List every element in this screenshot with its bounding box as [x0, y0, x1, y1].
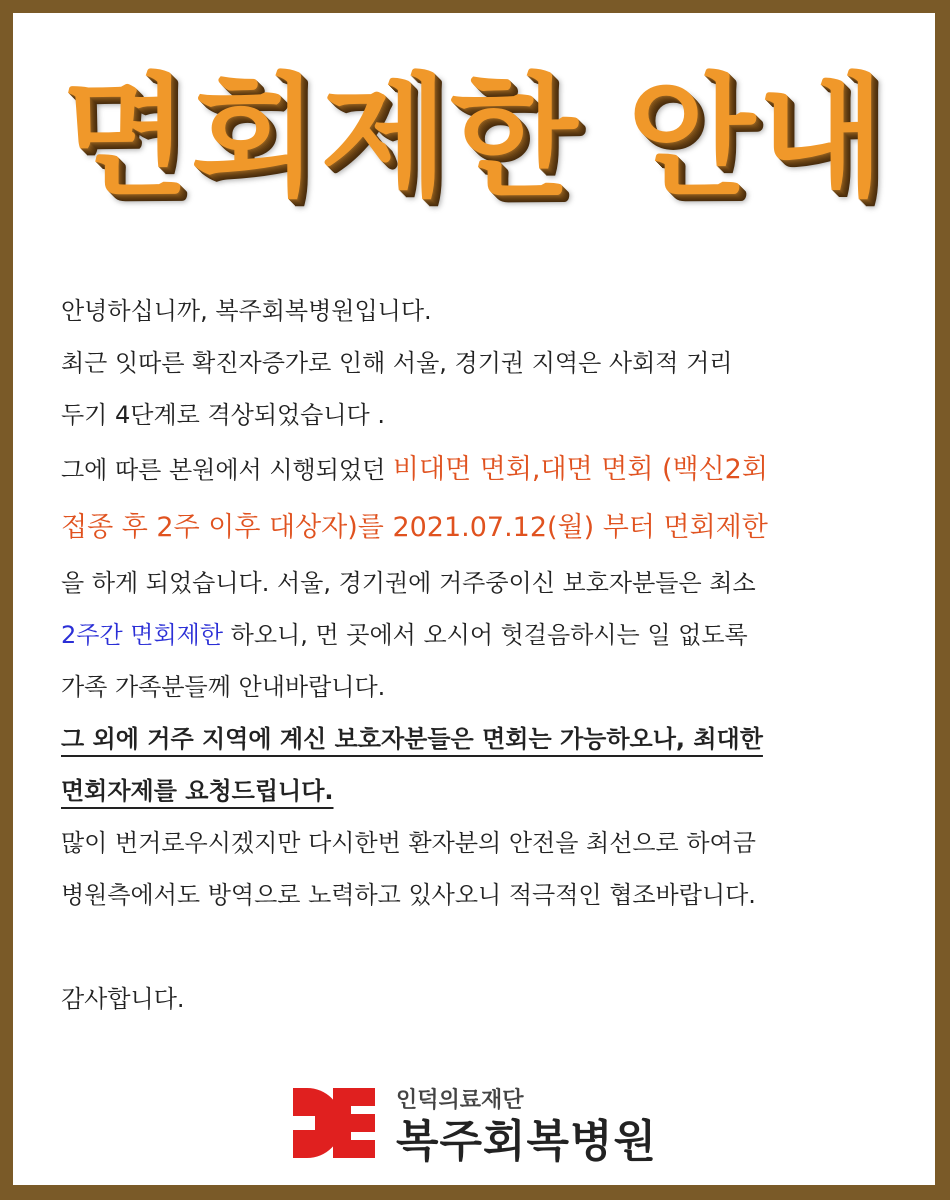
- visit-restriction-highlight: 비대면 면회,대면 면회 (백신2회: [392, 454, 768, 485]
- spacer: [61, 921, 921, 973]
- notice-line-10: [61, 765, 921, 817]
- notice-line-2: 최근 잇따른 확진자증가로 인해 서울, 경기권 지역은 사회적 거리: [61, 349, 733, 377]
- notice-line-4: [61, 441, 921, 499]
- notice-line-7-text: 하오니, 먼 곳에서 오시어 헛걸음하시는 일 없도록: [223, 621, 748, 649]
- notice-paper: [13, 13, 935, 1185]
- restriction-date-highlight: 접종 후 2주 이후 대상자)를 2021.07.12(월) 부터 면회제한: [61, 512, 768, 543]
- notice-line-11: 많이 번거로우시겠지만 다시한번 환자분의 안전을 최선으로 하여금: [61, 829, 756, 857]
- hospital-logo-mark-icon: [293, 1088, 375, 1158]
- notice-body: [61, 285, 921, 1025]
- notice-line-6: 을 하게 되었습니다. 서울, 경기권에 거주중이신 보호자분들은 최소: [61, 569, 756, 597]
- other-region-notice: 그 외에 거주 지역에 계신 보호자분들은 면회는 가능하오나, 최대한: [61, 725, 763, 753]
- greeting-text: 안녕하십니까, 복주회복병원입니다.: [61, 297, 432, 325]
- notice-line-5: [61, 499, 921, 557]
- hospital-name: 복주회복병원: [396, 1116, 658, 1167]
- notice-line-12: 병원측에서도 방역으로 노력하고 있사오니 적극적인 협조바랍니다.: [61, 881, 756, 909]
- notice-line-3: 두기 4단계로 격상되었습니다 .: [61, 401, 385, 429]
- closing-text: 감사합니다.: [61, 985, 185, 1013]
- two-week-restriction-highlight: 2주간 면회제한: [61, 621, 224, 649]
- notice-line-7: [61, 609, 921, 661]
- notice-line-9: [61, 713, 921, 765]
- page-title: 면회제한 안내: [61, 61, 887, 215]
- notice-line-4-text: 그에 따른 본원에서 시행되었던: [61, 456, 393, 484]
- visit-refrain-request: 면회자제를 요청드립니다.: [61, 777, 334, 805]
- notice-line-8: 가족 가족분들께 안내바랍니다.: [61, 673, 386, 701]
- foundation-name: 인덕의료재단: [396, 1088, 524, 1113]
- hospital-logo: [293, 1073, 693, 1167]
